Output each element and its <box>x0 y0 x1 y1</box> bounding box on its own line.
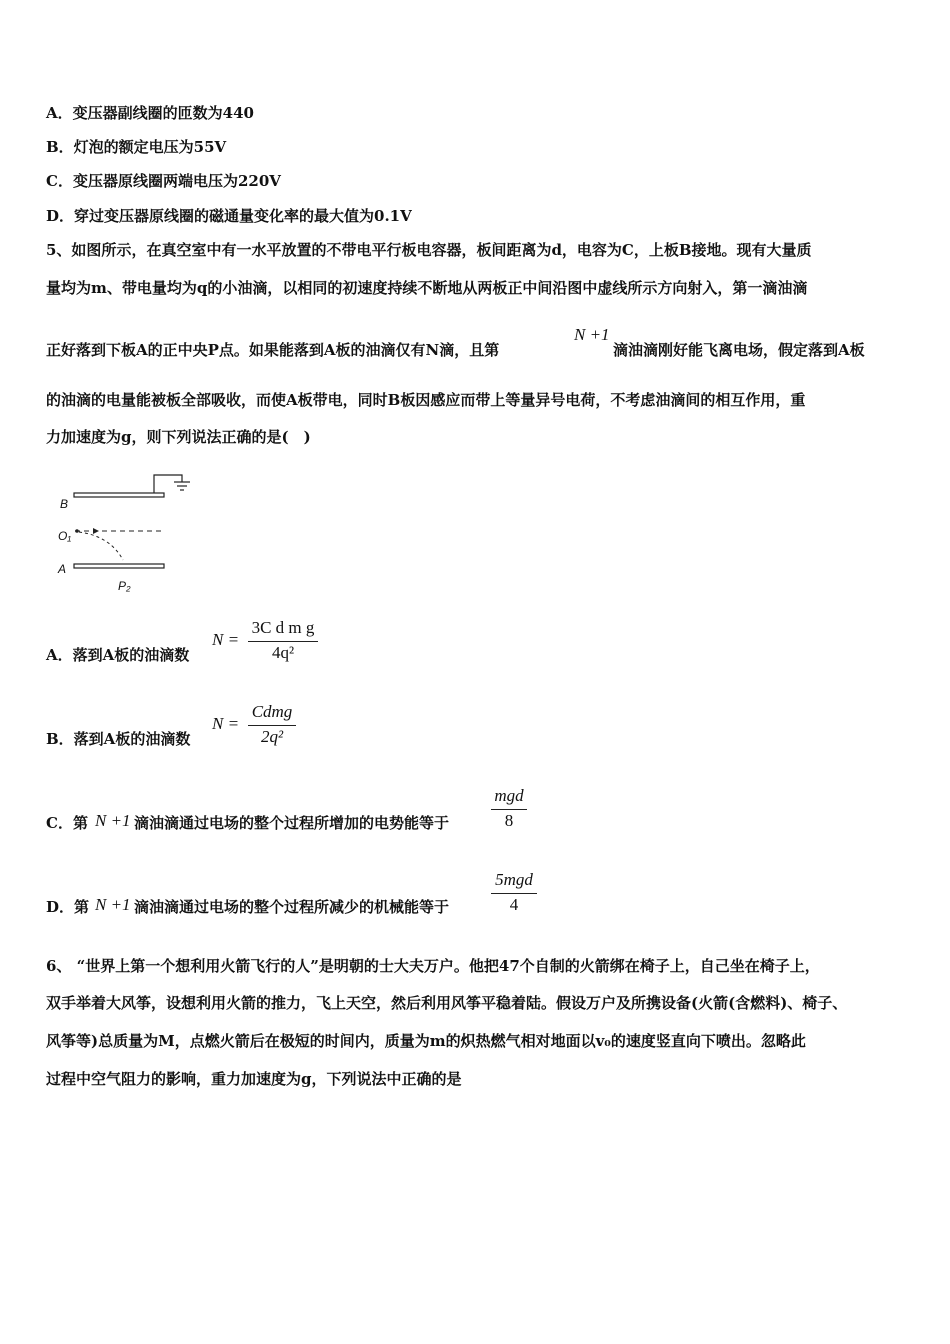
q5-stem-line4: 的油滴的电量能被板全部吸收，而使A板带电，同时B板因感应而带上等量异号电荷，不考虑油滴间的相互作用，重 <box>46 391 806 409</box>
q5-option-b-fraction <box>246 702 298 752</box>
q6-stem-line1: 6、 “世界上第一个想利用火箭飞行的人”是明朝的士大夫万户。他把47个自制的火箭绑在椅子上，自己坐在椅子上， <box>46 957 820 975</box>
q5-option-b: B．落到A板的油滴数 <box>46 730 191 748</box>
fraction-bar <box>248 641 318 642</box>
q5-option-c-expr: N +1 <box>95 811 131 830</box>
capacitor-figure <box>55 468 200 596</box>
q5-stem-line3b: 滴油滴刚好能飞离电场，假定落到A板 <box>613 341 865 359</box>
q6-stem-line2: 双手举着大风筝，设想利用火箭的推力，飞上天空，然后利用风筝平稳着陆。假设万户及所携设备(火箭(含燃料)、椅子、 <box>46 994 848 1012</box>
fraction-bar <box>248 725 296 726</box>
q4-option-c: C．变压器原线圈两端电压为220V <box>46 172 281 190</box>
q5-stem-line5: 力加速度为g，则下列说法正确的是( ) <box>46 428 311 446</box>
q4-option-d: D．穿过变压器原线圈的磁通量变化率的最大值为0.1V <box>46 207 412 225</box>
fraction-denominator: 8 <box>504 811 514 830</box>
q5-option-d-fraction <box>489 870 539 920</box>
q5-option-a: A．落到A板的油滴数 <box>46 646 190 664</box>
q4-option-b: B．灯泡的额定电压为55V <box>46 138 227 156</box>
fraction-denominator: 4 <box>509 895 519 914</box>
q5-option-d: 滴油滴通过电场的整个过程所减少的机械能等于 <box>134 898 450 916</box>
fraction-denominator: 4q² <box>271 643 295 662</box>
droplet <box>75 529 79 533</box>
capacitor-diagram <box>55 468 200 596</box>
q6-stem-line3: 风筝等)总质量为M，点燃火箭后在极短的时间内，质量为m的炽热燃气相对地面以v₀的速度竖直向下喷出。忽略此 <box>46 1032 806 1050</box>
q5-option-d-prefix: D．第 <box>46 898 90 916</box>
q5-stem-line2: 量均为m、带电量均为q的小油滴，以相同的初速度持续不断地从两板正中间沿图中虚线所示方向射入，第一滴油滴 <box>46 279 808 297</box>
label-a: A <box>58 562 67 576</box>
q5-option-c-fraction <box>489 786 529 836</box>
q5-option-c: 滴油滴通过电场的整个过程所增加的电势能等于 <box>134 814 450 832</box>
q5-option-a-lhs: N = <box>212 630 240 649</box>
plate-b <box>74 493 164 497</box>
q4-option-a: A．变压器副线圈的匝数为440 <box>46 104 254 122</box>
trajectory <box>79 532 123 560</box>
q5-n-plus-1: N +1 <box>574 325 610 344</box>
fraction-numerator: 5mgd <box>495 870 533 889</box>
q5-option-c-prefix: C．第 <box>46 814 88 832</box>
q5-stem-line3a: 正好落到下板A的正中央P点。如果能落到A板的油滴仅有N滴，且第 <box>46 341 500 359</box>
q5-option-d-expr: N +1 <box>95 895 131 914</box>
fraction-numerator: Cdmg <box>251 702 293 721</box>
ground-wire <box>154 475 182 493</box>
q5-option-b-lhs: N = <box>212 714 240 733</box>
fraction-numerator: 3C d m g <box>251 618 315 637</box>
fraction-denominator: 2q² <box>260 727 284 746</box>
label-o: O₁ <box>58 529 72 543</box>
q5-stem-line1: 5、如图所示，在真空室中有一水平放置的不带电平行板电容器，板间距离为d，电容为C，上板B接地。现有大量质 <box>46 241 812 259</box>
q5-option-a-fraction <box>246 618 320 668</box>
plate-a <box>74 564 164 568</box>
q6-stem-line4: 过程中空气阻力的影响，重力加速度为g，下列说法中正确的是 <box>46 1070 462 1088</box>
fraction-bar <box>491 893 537 894</box>
label-b: B <box>60 497 69 511</box>
fraction-numerator: mgd <box>494 786 524 805</box>
label-p: P₂ <box>118 579 131 593</box>
fraction-bar <box>491 809 527 810</box>
